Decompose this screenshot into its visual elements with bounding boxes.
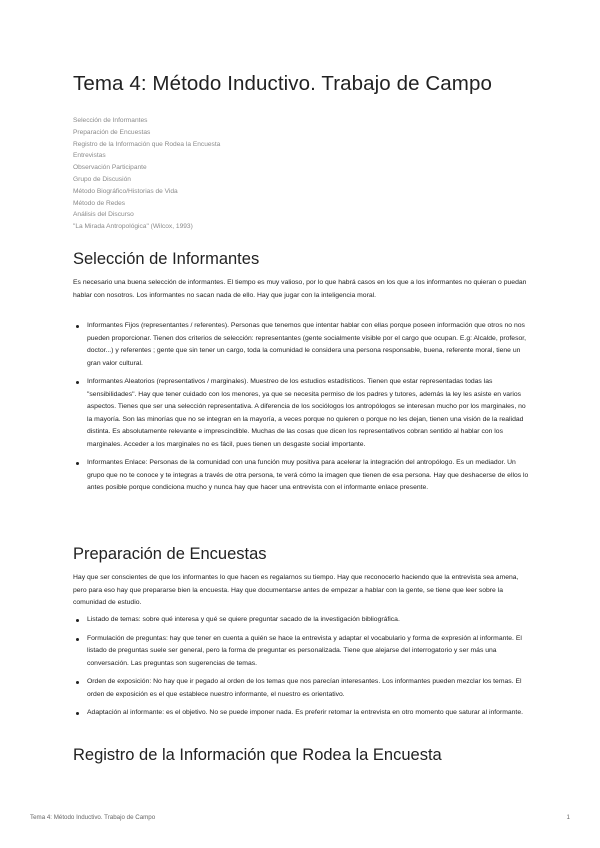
list-item xyxy=(73,614,529,627)
section-heading-preparacion: Preparación de Encuestas xyxy=(73,545,267,563)
toc-item[interactable]: Grupo de Discusión xyxy=(73,175,131,183)
list-item xyxy=(73,376,529,451)
bullet-list xyxy=(73,614,529,726)
list-item-text: Formulación de preguntas: hay que tener en cuenta a quién se hace la entrevista y adaptar el vocabulario y forma de expresión al informante. El listado de preguntas suele ser general, pero la forma de preguntar es personalizada. Tiene que alejarse del interrogatorio y ser más una conversación. Las preguntas son sugerencias de temas. xyxy=(87,634,522,667)
list-item xyxy=(73,320,529,370)
toc-item[interactable]: Selección de Informantes xyxy=(73,117,148,124)
list-item-text: Orden de exposición: No hay que ir pegado al orden de los temas que nos parecían interesantes. Los informantes pueden mezclar los temas. El orden de exposición es el que establece nuestro informante, el nuestro es orientativo. xyxy=(87,678,522,698)
bullet-icon xyxy=(76,712,79,715)
toc-item[interactable]: "La Mirada Antropológica" (Wilcox, 1993) xyxy=(73,223,193,231)
section-heading-registro: Registro de la Información que Rodea la Encuesta xyxy=(73,746,442,764)
list-item-text: Informantes Aleatorios (representativos / marginales). Muestreo de los estudios estadísticos. Tienen que estar representadas todas las "sensibilidades". Hay que tener cuidado con los menores, ya que se necesita permiso de los padres y tutores, además la ley les asiste en varios aspectos. Tienes que ser una selección representativa. A diferencia de los sociólogos los antropólogos se interesan mucho por los marginales, no la mayoría. Son las minorías que no se integran en la mayoría, a veces porque no quieren o porque no les dejan, tienen una visión de la realidad distinta. Es absolutamente relevante e imprescindible. Muchas de las cosas que dicen los representativos cobran sentido al hablar con los marginales. Acceder a los marginales no es fácil, pues tienen un desgaste social importante. xyxy=(87,378,526,448)
bullet-icon xyxy=(76,681,79,684)
toc-item[interactable]: Método de Redes xyxy=(73,199,126,207)
page-number: 1 xyxy=(566,814,570,821)
section-heading-seleccion: Selección de Informantes xyxy=(73,250,260,268)
toc-item[interactable]: Entrevistas xyxy=(73,152,106,160)
bullet-icon xyxy=(76,638,79,641)
toc-item[interactable]: Observación Participante xyxy=(73,164,147,172)
bullet-icon xyxy=(76,462,79,465)
list-item-text: Adaptación al informante: es el objetivo. No se puede imponer nada. Es preferir retomar la entrevista en otro momento que saturar al informante. xyxy=(87,709,523,716)
section-intro: Hay que ser conscientes de que los informantes lo que hacen es regalarnos su tiempo. Hay que reconocerlo haciendo que la entrevista sea amena, pero para eso hay que prepararse bien la encuesta. Hay que documentarse antes de empezar a hablar con la gente, se tiene que leer sobre la comunidad de estudio. xyxy=(73,574,519,606)
list-item-text: Informantes Enlace: Personas de la comunidad con una función muy positiva para acelerar la integración del antropólogo. Es un mediador. Un grupo que no te conoce y te integras a través de otra persona, te verá cómo la imagen que tienen de esa persona. Hay que deshacerse de ellos lo antes posible porque condiciona mucho y nunca hay que hacer una entrevista con el informante enlace presente. xyxy=(87,459,529,491)
toc-item[interactable]: Preparación de Encuestas xyxy=(73,128,151,136)
bullet-icon xyxy=(76,381,79,384)
list-item xyxy=(73,707,529,720)
toc-item[interactable]: Registro de la Información que Rodea la Encuesta xyxy=(73,140,221,148)
section-intro: Es necesario una buena selección de informantes. El tiempo es muy valioso, por lo que habrá casos en los que a los informantes no quieran o puedan hablar con nosotros. Los informantes no sacan nada de ello. Hay que jugar con la inteligencia moral. xyxy=(73,279,527,299)
list-item-text: Listado de temas: sobre qué interesa y qué se quiere preguntar sacado de la investigación bibliográfica. xyxy=(87,616,400,623)
list-item xyxy=(73,676,529,701)
toc-item[interactable]: Método Biográfico/Historias de Vida xyxy=(73,187,178,195)
bullet-icon xyxy=(76,325,79,328)
footer-title: Tema 4: Método Inductivo. Trabajo de Campo xyxy=(30,814,156,821)
toc-item[interactable]: Análisis del Discurso xyxy=(73,211,134,219)
list-item xyxy=(73,633,529,671)
list-item-text: Informantes Fijos (representantes / referentes). Personas que tenemos que intentar hablar con ellas porque poseen información que otros no nos pueden proporcionar. Tienen dos criterios de selección: representantes (gente socialmente visible por el cargo que ocupan. E.g: Alcalde, profesor, doctor...) y referentes ; gente que sin tener un cargo, toda la comunidad le considera una persona responsable, buena, referente moral, tiene un gran valor cultural. xyxy=(87,322,527,367)
page-title: Tema 4: Método Inductivo. Trabajo de Campo xyxy=(73,72,492,95)
bullet-icon xyxy=(76,619,79,622)
bullet-list xyxy=(73,320,529,501)
table-of-contents xyxy=(73,115,220,233)
list-item xyxy=(73,457,529,495)
